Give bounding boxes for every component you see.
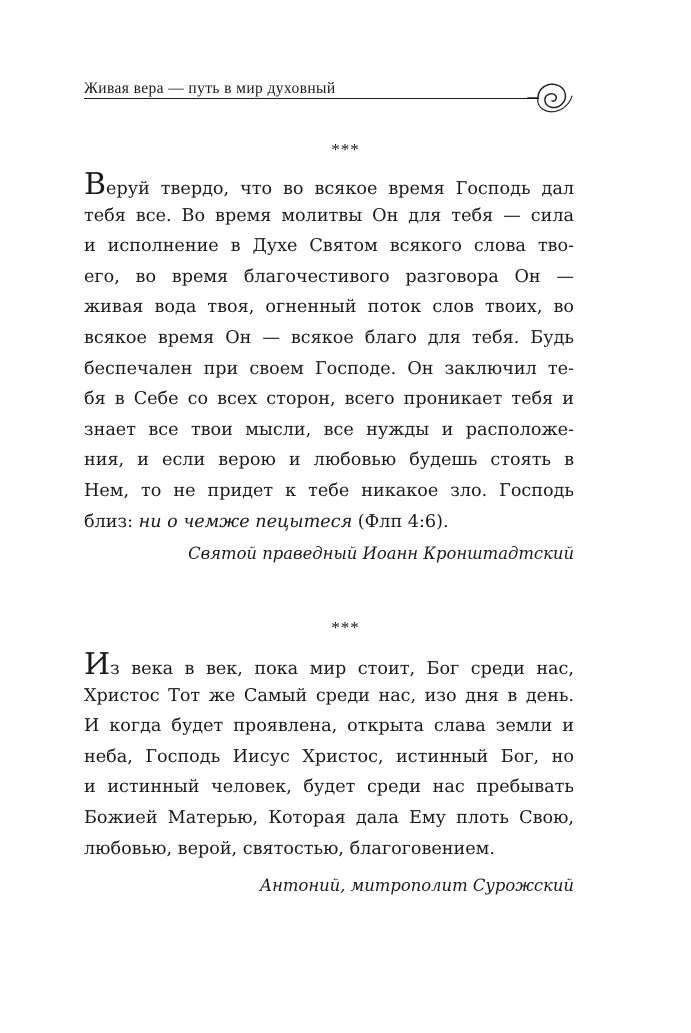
text-line: и истинный человек, будет среди нас пребывать (84, 777, 574, 798)
text-line: неба, Господь Иисус Христос, истинный Бог, но (84, 746, 574, 767)
quote-paragraph-2 (84, 647, 574, 864)
text-line: ния, и если верою и любовью будешь стоять в (84, 450, 574, 471)
text-fragment: близ: (84, 511, 139, 532)
text-line: и исполнение в Духе Святом всякого слова тво- (84, 236, 574, 257)
attribution-2: Антоний, митрополит Сурожский (259, 876, 574, 895)
text-line-last: любовью, верой, святостью, благоговением. (84, 838, 495, 859)
quote-paragraph-1 (84, 167, 574, 537)
section-separator: *** (331, 140, 360, 159)
text-line: всякое время Он — всякое благо для тебя. Будь (84, 327, 574, 348)
swirl-ornament-icon (524, 76, 576, 116)
text-line: бя в Себе со всех сторон, всего проникает тебя и (84, 389, 574, 410)
text-line: Нем, то не придет к тебе никакое зло. Господь (84, 480, 574, 501)
text-line: з века в век, пока мир стоит, Бог среди нас, (110, 659, 574, 679)
running-header-title: Живая вера — путь в мир духовный (84, 80, 336, 97)
header-rule (84, 98, 539, 99)
drop-cap: И (84, 647, 111, 682)
text-line: знает все твои мысли, все нужды и расположе- (84, 419, 574, 440)
text-line: Христос Тот же Самый среди нас, изо дня в день. (84, 685, 574, 706)
running-header (84, 76, 574, 116)
text-line: его, во время благочестивого разговора Он — (84, 266, 574, 287)
text-line: Божией Матерью, Которая дала Ему плоть Свою, (84, 807, 574, 828)
text-line: тебя все. Во время молитвы Он для тебя — сила (84, 205, 574, 226)
text-line-last (84, 507, 574, 538)
text-line: беспечален при своем Господе. Он заключил те- (84, 358, 574, 379)
scripture-reference: (Флп 4:6). (352, 511, 449, 532)
text-line: живая вода твоя, огненный поток слов твоих, во (84, 297, 574, 318)
scripture-quote: ни о чемже пецытеся (138, 511, 353, 532)
section-separator: *** (331, 618, 360, 637)
text-line: И когда будет проявлена, открыта слава земли и (84, 716, 574, 737)
drop-cap: В (84, 167, 107, 202)
attribution-1: Святой праведный Иоанн Кронштадтский (188, 544, 574, 563)
text-line: еруй твердо, что во всякое время Господь дал (106, 179, 574, 199)
